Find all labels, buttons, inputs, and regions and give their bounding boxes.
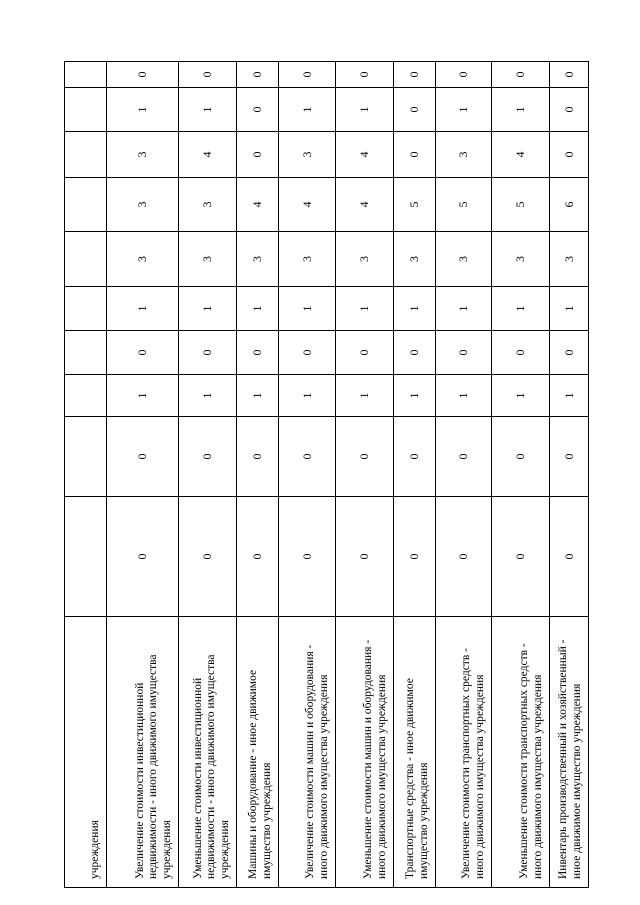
code-cell xyxy=(65,88,107,132)
code-digit: 0 xyxy=(135,349,149,356)
code-cell xyxy=(179,62,237,88)
row-name-cell: Уменьшение стоимости машин и оборудования - иного движимого имущества учреждения xyxy=(336,617,394,888)
code-digit: 1 xyxy=(407,305,421,312)
code-digit: 0 xyxy=(135,71,149,78)
code-cell xyxy=(394,417,436,497)
code-digit: 0 xyxy=(135,453,149,460)
code-cell xyxy=(279,497,336,617)
row-name-cell: Инвентарь производственный и хозяйственный - иное движимое имущество учреждения xyxy=(550,617,589,888)
row-name-cell: Уменьшение стоимости транспортных средств - иного движимого имущества учреждения xyxy=(492,617,550,888)
code-cell xyxy=(107,132,179,178)
code-digit: 5 xyxy=(456,201,470,208)
row-name-cell: Уменьшение стоимости инвестиционной недвижимости - иного движимого имущества учреждения xyxy=(179,617,237,888)
code-cell xyxy=(492,331,550,375)
code-cell xyxy=(107,331,179,375)
code-digit: 1 xyxy=(456,106,470,113)
code-cell xyxy=(65,331,107,375)
code-digit: 1 xyxy=(407,392,421,399)
code-cell xyxy=(550,178,589,232)
table-row xyxy=(336,62,394,888)
table-row xyxy=(65,62,107,888)
code-cell xyxy=(394,232,436,287)
code-digit: 0 xyxy=(561,553,576,560)
code-digit: 0 xyxy=(561,71,576,78)
code-cell xyxy=(550,497,589,617)
code-digit: 4 xyxy=(200,151,214,158)
code-cell xyxy=(179,232,237,287)
code-cell xyxy=(65,287,107,331)
code-digit: 3 xyxy=(456,151,470,158)
code-cell xyxy=(237,375,279,417)
code-cell xyxy=(107,375,179,417)
code-cell xyxy=(237,178,279,232)
code-cell xyxy=(65,497,107,617)
code-digit: 0 xyxy=(407,151,421,158)
table-row xyxy=(279,62,336,888)
table-row xyxy=(492,62,550,888)
code-cell xyxy=(237,88,279,132)
code-digit: 3 xyxy=(135,151,149,158)
code-digit: 0 xyxy=(299,453,314,460)
code-digit: 4 xyxy=(250,201,264,208)
code-digit: 3 xyxy=(299,256,314,262)
code-digit: 0 xyxy=(200,71,214,78)
code-cell xyxy=(550,417,589,497)
code-cell xyxy=(179,132,237,178)
code-cell xyxy=(436,88,492,132)
code-digit: 1 xyxy=(299,106,314,113)
table-row xyxy=(179,62,237,888)
code-cell xyxy=(65,62,107,88)
table-row xyxy=(436,62,492,888)
code-digit: 3 xyxy=(135,256,149,262)
code-digit: 0 xyxy=(456,349,470,356)
code-digit: 0 xyxy=(407,553,421,560)
code-cell xyxy=(436,417,492,497)
code-cell xyxy=(107,88,179,132)
code-digit: 0 xyxy=(250,71,264,78)
code-cell xyxy=(336,88,394,132)
code-cell xyxy=(237,132,279,178)
code-digit: 1 xyxy=(135,106,149,113)
code-cell xyxy=(65,375,107,417)
code-cell xyxy=(237,417,279,497)
code-cell xyxy=(492,417,550,497)
code-cell xyxy=(279,375,336,417)
code-cell xyxy=(436,497,492,617)
code-cell xyxy=(492,88,550,132)
code-cell xyxy=(279,132,336,178)
code-cell xyxy=(279,287,336,331)
code-digit: 5 xyxy=(513,201,527,208)
account-codes-table xyxy=(64,61,589,888)
code-cell xyxy=(436,375,492,417)
table-row xyxy=(394,62,436,888)
code-digit: 3 xyxy=(561,256,576,262)
code-cell xyxy=(436,62,492,88)
code-digit: 0 xyxy=(299,71,314,78)
code-cell xyxy=(550,375,589,417)
code-digit: 3 xyxy=(200,256,214,262)
code-cell xyxy=(179,417,237,497)
table-body xyxy=(65,62,589,888)
code-cell xyxy=(65,417,107,497)
code-digit: 1 xyxy=(299,305,314,312)
code-digit: 0 xyxy=(250,151,264,158)
code-digit: 3 xyxy=(135,201,149,208)
code-digit: 0 xyxy=(513,553,527,560)
code-cell xyxy=(394,375,436,417)
code-cell xyxy=(279,88,336,132)
code-digit: 0 xyxy=(513,453,527,460)
code-cell xyxy=(179,375,237,417)
code-cell xyxy=(394,331,436,375)
code-cell xyxy=(336,232,394,287)
code-digit: 4 xyxy=(513,151,527,158)
code-digit: 1 xyxy=(357,106,371,113)
code-digit: 3 xyxy=(407,256,421,262)
code-cell xyxy=(179,287,237,331)
code-cell xyxy=(107,232,179,287)
code-cell xyxy=(436,232,492,287)
code-cell xyxy=(336,331,394,375)
code-digit: 0 xyxy=(561,349,576,356)
code-digit: 3 xyxy=(250,256,264,262)
code-digit: 0 xyxy=(200,553,214,560)
code-cell xyxy=(107,287,179,331)
code-digit: 3 xyxy=(357,256,371,262)
row-name-cell: Увеличение стоимости инвестиционной недвижимости - иного движимого имущества учреждения xyxy=(107,617,179,888)
code-digit: 0 xyxy=(135,553,149,560)
code-cell xyxy=(492,497,550,617)
code-digit: 0 xyxy=(357,71,371,78)
code-cell xyxy=(492,178,550,232)
code-digit: 0 xyxy=(456,453,470,460)
code-cell xyxy=(492,375,550,417)
code-cell xyxy=(394,88,436,132)
code-cell xyxy=(279,417,336,497)
code-cell xyxy=(336,497,394,617)
code-cell xyxy=(394,497,436,617)
code-digit: 3 xyxy=(456,256,470,262)
code-digit: 0 xyxy=(407,453,421,460)
table-row xyxy=(107,62,179,888)
code-cell xyxy=(436,331,492,375)
code-cell xyxy=(394,287,436,331)
code-cell xyxy=(336,178,394,232)
code-cell xyxy=(237,232,279,287)
code-cell xyxy=(336,287,394,331)
code-digit: 1 xyxy=(135,305,149,312)
row-name-cell: Транспортные средства - иное движимое имущество учреждения xyxy=(394,617,436,888)
code-cell xyxy=(237,331,279,375)
code-cell xyxy=(179,178,237,232)
code-cell xyxy=(394,178,436,232)
code-cell xyxy=(436,178,492,232)
code-digit: 0 xyxy=(250,453,264,460)
code-digit: 1 xyxy=(200,106,214,113)
code-digit: 0 xyxy=(561,151,576,158)
code-digit: 0 xyxy=(513,349,527,356)
code-digit: 0 xyxy=(200,349,214,356)
code-cell xyxy=(336,375,394,417)
code-digit: 3 xyxy=(299,151,314,158)
code-digit: 1 xyxy=(299,392,314,399)
code-digit: 0 xyxy=(357,553,371,560)
code-cell xyxy=(550,62,589,88)
code-cell xyxy=(336,62,394,88)
code-digit: 1 xyxy=(200,305,214,312)
code-digit: 1 xyxy=(357,305,371,312)
code-digit: 0 xyxy=(357,349,371,356)
row-name-cell: Увеличение стоимости транспортных средств - иного движимого имущества учреждения xyxy=(436,617,492,888)
code-digit: 0 xyxy=(407,349,421,356)
code-cell xyxy=(492,287,550,331)
code-cell xyxy=(237,497,279,617)
rotated-table-container xyxy=(64,62,588,888)
code-digit: 0 xyxy=(407,71,421,78)
code-digit: 1 xyxy=(513,305,527,312)
code-cell xyxy=(492,132,550,178)
code-cell xyxy=(237,287,279,331)
code-cell xyxy=(336,417,394,497)
code-cell xyxy=(107,62,179,88)
code-cell xyxy=(492,232,550,287)
code-digit: 0 xyxy=(299,349,314,356)
code-cell xyxy=(279,232,336,287)
code-digit: 0 xyxy=(250,553,264,560)
code-cell xyxy=(179,331,237,375)
code-cell xyxy=(436,132,492,178)
row-name-cell: Увеличение стоимости машин и оборудования - иного движимого имущества учреждения xyxy=(279,617,336,888)
code-cell xyxy=(65,178,107,232)
code-digit: 1 xyxy=(135,392,149,399)
code-digit: 0 xyxy=(513,71,527,78)
code-cell xyxy=(237,62,279,88)
row-name-cell: Машины и оборудование - иное движимое имущество учреждения xyxy=(237,617,279,888)
code-digit: 4 xyxy=(357,151,371,158)
code-digit: 3 xyxy=(200,201,214,208)
code-cell xyxy=(279,331,336,375)
code-cell xyxy=(550,88,589,132)
code-digit: 4 xyxy=(357,201,371,208)
code-digit: 6 xyxy=(561,201,576,208)
code-cell xyxy=(394,62,436,88)
code-cell xyxy=(65,132,107,178)
code-digit: 0 xyxy=(357,453,371,460)
code-digit: 1 xyxy=(250,305,264,312)
code-digit: 1 xyxy=(200,392,214,399)
code-cell xyxy=(65,232,107,287)
code-cell xyxy=(107,497,179,617)
code-digit: 1 xyxy=(561,305,576,312)
code-digit: 1 xyxy=(250,392,264,399)
row-name-cell: учреждения xyxy=(65,617,107,888)
code-digit: 0 xyxy=(407,106,421,113)
table-row xyxy=(550,62,589,888)
code-cell xyxy=(279,62,336,88)
code-digit: 0 xyxy=(250,106,264,113)
code-digit: 0 xyxy=(456,553,470,560)
code-digit: 0 xyxy=(561,106,576,113)
code-cell xyxy=(550,287,589,331)
code-digit: 0 xyxy=(299,553,314,560)
code-digit: 1 xyxy=(357,392,371,399)
code-cell xyxy=(492,62,550,88)
code-digit: 0 xyxy=(456,71,470,78)
code-digit: 0 xyxy=(250,349,264,356)
code-digit: 0 xyxy=(561,453,576,460)
code-digit: 1 xyxy=(561,392,576,399)
code-cell xyxy=(279,178,336,232)
table-row xyxy=(237,62,279,888)
code-digit: 1 xyxy=(456,305,470,312)
code-digit: 1 xyxy=(513,392,527,399)
code-digit: 3 xyxy=(513,256,527,262)
code-cell xyxy=(394,132,436,178)
code-cell xyxy=(550,232,589,287)
code-digit: 1 xyxy=(456,392,470,399)
code-digit: 5 xyxy=(407,201,421,208)
code-digit: 0 xyxy=(200,453,214,460)
code-cell xyxy=(107,178,179,232)
code-cell xyxy=(336,132,394,178)
code-cell xyxy=(550,132,589,178)
code-digit: 4 xyxy=(299,201,314,208)
code-digit: 1 xyxy=(513,106,527,113)
code-cell xyxy=(436,287,492,331)
code-cell xyxy=(107,417,179,497)
code-cell xyxy=(179,497,237,617)
code-cell xyxy=(550,331,589,375)
code-cell xyxy=(179,88,237,132)
